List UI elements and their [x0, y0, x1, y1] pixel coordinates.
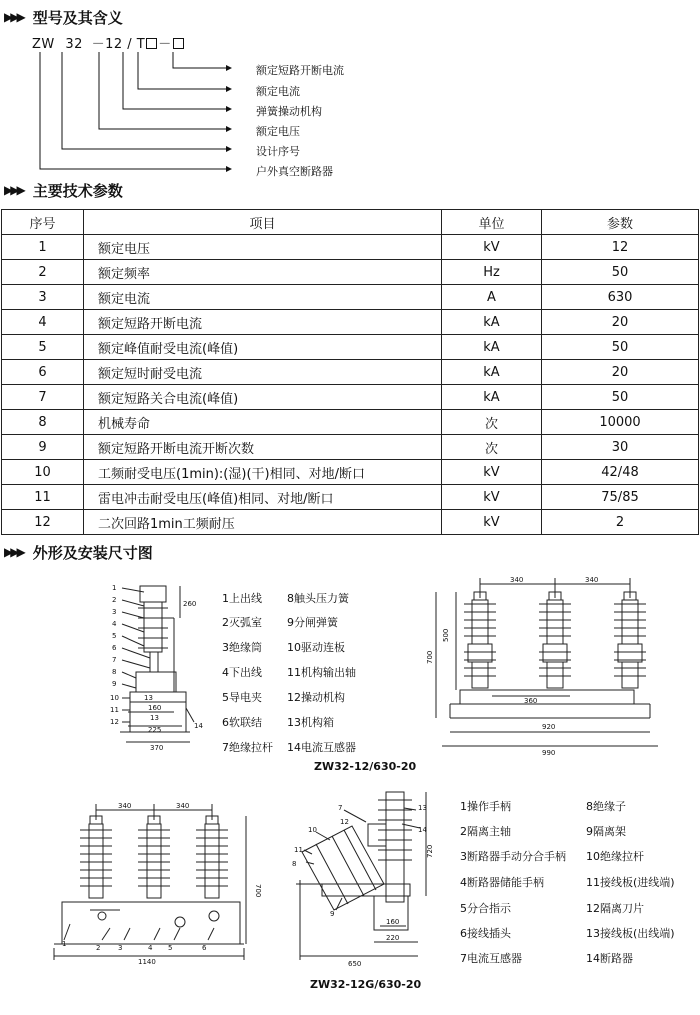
- part-number: 4: [148, 944, 153, 952]
- part-number: 6: [202, 944, 207, 952]
- side-view-drawing-2: [282, 780, 442, 976]
- table-cell: 50: [542, 385, 699, 410]
- table-cell: 额定短时耐受电流: [84, 360, 442, 385]
- table-cell: 工频耐受电压(1min):(湿)(干)相同、对地/断口: [84, 460, 442, 485]
- table-cell: 额定电流: [84, 285, 442, 310]
- legend-item: 9分闸弹簧: [287, 616, 338, 629]
- legend-item: 1上出线: [222, 592, 262, 605]
- part-number: 13: [144, 694, 153, 702]
- table-row: [2, 510, 699, 535]
- model-label: 弹簧操动机构: [256, 105, 322, 118]
- table-cell: 50: [542, 335, 699, 360]
- model-label: 额定电流: [256, 85, 300, 98]
- table-cell: 75/85: [542, 485, 699, 510]
- part-number: 8: [292, 860, 297, 868]
- part-number: 11: [110, 706, 119, 714]
- dim-label: 160: [386, 918, 400, 926]
- dim-label: 720: [426, 844, 434, 858]
- part-number: 4: [112, 620, 117, 628]
- legend-item: 14断路器: [586, 952, 633, 965]
- table-cell: 额定短路开断电流: [84, 310, 442, 335]
- table-cell: Hz: [442, 260, 542, 285]
- side-view-drawing-1: [100, 578, 210, 758]
- table-cell: 2: [542, 510, 699, 535]
- table-row: [2, 460, 699, 485]
- section-title-text: 外形及安装尺寸图: [32, 543, 153, 562]
- table-cell: 次: [442, 435, 542, 460]
- legend-item: 14电流互感器: [287, 741, 356, 754]
- code-part: －: [158, 37, 172, 52]
- dim-label: 340: [510, 576, 524, 584]
- legend-item: 10驱动连板: [287, 641, 345, 654]
- legend-item: 7电流互感器: [460, 952, 522, 965]
- column-header: 项目: [84, 210, 442, 235]
- table-cell: A: [442, 285, 542, 310]
- code-part: 32: [65, 37, 83, 52]
- table-cell: kA: [442, 385, 542, 410]
- table-cell: 4: [2, 310, 84, 335]
- legend-item: 10绝缘拉杆: [586, 850, 644, 863]
- legend-item: 7绝缘拉杆: [222, 741, 273, 754]
- table-cell: 2: [2, 260, 84, 285]
- section-params-title: [4, 179, 123, 201]
- table-cell: kA: [442, 360, 542, 385]
- drawing-caption: ZW32-12G/630-20: [310, 978, 422, 991]
- section-dimensions-title: [4, 541, 153, 563]
- table-row: [2, 435, 699, 460]
- part-number: 5: [112, 632, 117, 640]
- code-part: ZW: [32, 37, 55, 52]
- legend-item: 1操作手柄: [460, 800, 511, 813]
- double-chevron-icon: ▶▶▶: [4, 10, 23, 24]
- part-number: 5: [168, 944, 173, 952]
- legend-item: 6软联结: [222, 716, 262, 729]
- dim-label: 360: [524, 697, 538, 705]
- table-row: [2, 485, 699, 510]
- table-cell: 机械寿命: [84, 410, 442, 435]
- part-number: 14: [418, 826, 427, 834]
- double-chevron-icon: ▶▶▶: [4, 545, 23, 559]
- part-number: 10: [308, 826, 317, 834]
- table-row: [2, 360, 699, 385]
- legend-item: 4下出线: [222, 666, 262, 679]
- table-cell: kV: [442, 510, 542, 535]
- legend-item: 12操动机构: [287, 691, 345, 704]
- dim-label: 160: [148, 704, 162, 712]
- table-cell: 20: [542, 360, 699, 385]
- column-header: 序号: [2, 210, 84, 235]
- model-label: 额定电压: [256, 125, 300, 138]
- dim-label: 370: [150, 744, 164, 752]
- dim-label: 225: [148, 726, 162, 734]
- table-cell: 额定短路关合电流(峰值): [84, 385, 442, 410]
- dim-label: 220: [386, 934, 400, 942]
- legend-item: 5分合指示: [460, 902, 511, 915]
- table-cell: kA: [442, 310, 542, 335]
- part-number: 10: [110, 694, 119, 702]
- table-cell: kA: [442, 335, 542, 360]
- legend-item: 4断路器储能手柄: [460, 876, 544, 889]
- column-header: 单位: [442, 210, 542, 235]
- dim-label: 920: [542, 723, 556, 731]
- legend-item: 5导电夹: [222, 691, 262, 704]
- table-cell: 二次回路1min工频耐压: [84, 510, 442, 535]
- table-cell: 20: [542, 310, 699, 335]
- table-cell: 12: [542, 235, 699, 260]
- part-number: 12: [110, 718, 119, 726]
- legend-item: 8绝缘子: [586, 800, 626, 813]
- legend-item: 9隔离架: [586, 825, 626, 838]
- part-number: 7: [338, 804, 343, 812]
- dim-label: 1140: [138, 958, 156, 966]
- table-cell: 3: [2, 285, 84, 310]
- dim-label: 13: [150, 714, 159, 722]
- model-label: 设计序号: [256, 145, 300, 158]
- table-cell: 10: [2, 460, 84, 485]
- section-title-text: 型号及其含义: [32, 8, 123, 27]
- table-row: [2, 410, 699, 435]
- dim-label: 340: [585, 576, 599, 584]
- table-row: [2, 310, 699, 335]
- table-cell: 次: [442, 410, 542, 435]
- part-number: 13: [418, 804, 427, 812]
- column-header: 参数: [542, 210, 699, 235]
- model-leader-lines: [0, 0, 700, 180]
- table-row: [2, 335, 699, 360]
- dim-label: 700: [426, 650, 434, 664]
- part-number: 9: [330, 910, 335, 918]
- part-number: 11: [294, 846, 303, 854]
- part-number: 6: [112, 644, 117, 652]
- legend-item: 13接线板(出线端): [586, 927, 675, 940]
- table-cell: 630: [542, 285, 699, 310]
- section-title-text: 主要技术参数: [32, 181, 123, 200]
- dim-label: 700: [254, 884, 262, 898]
- table-cell: 1: [2, 235, 84, 260]
- code-part: －12 / T: [91, 37, 146, 52]
- part-number: 1: [112, 584, 117, 592]
- legend-item: 2灭弧室: [222, 616, 262, 629]
- legend-item: 3断路器手动分合手柄: [460, 850, 566, 863]
- table-header-row: [2, 210, 699, 235]
- table-cell: 5: [2, 335, 84, 360]
- part-number: 8: [112, 668, 117, 676]
- part-number: 7: [112, 656, 117, 664]
- table-cell: 11: [2, 485, 84, 510]
- legend-item: 6接线插头: [460, 927, 511, 940]
- table-cell: kV: [442, 235, 542, 260]
- legend-item: 11机构输出轴: [287, 666, 356, 679]
- part-number: 12: [340, 818, 349, 826]
- table-cell: 30: [542, 435, 699, 460]
- table-row: [2, 235, 699, 260]
- table-cell: 42/48: [542, 460, 699, 485]
- legend-item: 3绝缘筒: [222, 641, 262, 654]
- dim-label: 990: [542, 749, 556, 757]
- model-label: 额定短路开断电流: [256, 64, 344, 77]
- part-number: 2: [112, 596, 117, 604]
- table-cell: 9: [2, 435, 84, 460]
- dim-label: 260: [183, 600, 197, 608]
- table-cell: 12: [2, 510, 84, 535]
- table-cell: kV: [442, 485, 542, 510]
- table-row: [2, 260, 699, 285]
- table-cell: 7: [2, 385, 84, 410]
- dim-label: 650: [348, 960, 362, 968]
- legend-item: 2隔离主轴: [460, 825, 511, 838]
- part-number: 1: [62, 940, 67, 948]
- part-number: 2: [96, 944, 101, 952]
- table-cell: kV: [442, 460, 542, 485]
- params-table: [1, 209, 699, 535]
- double-chevron-icon: ▶▶▶: [4, 183, 23, 197]
- part-number: 3: [118, 944, 123, 952]
- legend-item: 12隔离刀片: [586, 902, 644, 915]
- dim-label: 500: [442, 628, 450, 642]
- table-cell: 额定峰值耐受电流(峰值): [84, 335, 442, 360]
- dim-label: 340: [176, 802, 190, 810]
- table-row: [2, 385, 699, 410]
- model-label: 户外真空断路器: [256, 165, 333, 178]
- table-cell: 50: [542, 260, 699, 285]
- table-cell: 雷电冲击耐受电压(峰值)相同、对地/断口: [84, 485, 442, 510]
- table-cell: 8: [2, 410, 84, 435]
- front-view-drawing-1: [420, 572, 698, 758]
- part-number: 3: [112, 608, 117, 616]
- front-view-drawing-2: [40, 798, 260, 968]
- table-cell: 额定短路开断电流开断次数: [84, 435, 442, 460]
- legend-item: 11接线板(进线端): [586, 876, 675, 889]
- table-row: [2, 285, 699, 310]
- dim-label: 340: [118, 802, 132, 810]
- table-cell: 10000: [542, 410, 699, 435]
- drawing-caption: ZW32-12/630-20: [314, 760, 417, 773]
- legend-item: 8触头压力簧: [287, 592, 349, 605]
- part-number: 9: [112, 680, 117, 688]
- legend-item: 13机构箱: [287, 716, 334, 729]
- part-number: 14: [194, 722, 203, 730]
- table-cell: 6: [2, 360, 84, 385]
- table-cell: 额定电压: [84, 235, 442, 260]
- table-cell: 额定频率: [84, 260, 442, 285]
